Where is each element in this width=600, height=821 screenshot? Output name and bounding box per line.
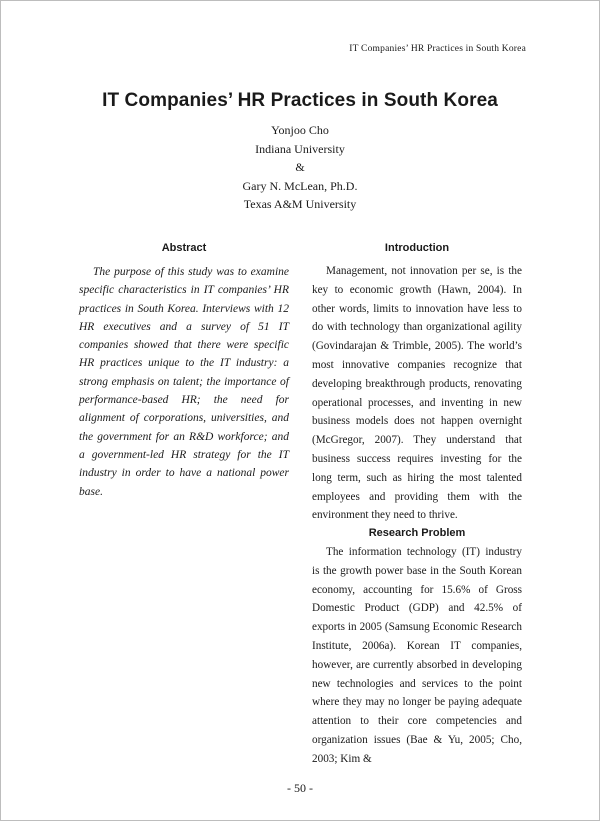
- research-problem-text: The information technology (IT) industry is the growth power base in the South Korean economy, accounting for 15.6% of Gross Domestic Product (GDP) and 42.5% of exports in 2005 (Samsung Economic Research Institute, 2006a). Korean IT companies, however, are currently absorbed in developing new technologies and services to the point where they may no longer be paying adequate attention to their core competencies and organization issues (Bae & Yu, 2005; Cho, 2003; Kim &: [312, 546, 522, 765]
- introduction-text: Management, not innovation per se, is the key to economic growth (Hawn, 2004). In other words, limits to innovation have less to do with technology than organizational agility (Govindarajan & Trimble, 2005). The world’s most innovative companies recognize that developing breakthrough products, renovating operational processes, and inventing in new business models does not happen overnight (McGregor, 2007). They understand that business success requires investing for the long term, such as hiring the most talented employees and providing them with the environment they need to thrive.: [312, 265, 522, 522]
- paper-title: IT Companies’ HR Practices in South Korea: [102, 90, 498, 111]
- author-affiliation-2: Texas A&M University: [243, 197, 357, 211]
- page-number: - 50 -: [287, 781, 313, 795]
- author-name-2: Gary N. McLean, Ph.D.: [242, 178, 358, 193]
- author-block: [0, 121, 600, 214]
- author-conjunction: &: [295, 160, 305, 174]
- abstract-heading: Abstract: [161, 242, 207, 254]
- author-affiliation-1: Indiana University: [255, 141, 345, 156]
- author-name-1: Yonjoo Cho: [271, 123, 329, 137]
- abstract-text: The purpose of this study was to examine specific characteristics in IT companies’ HR practices in South Korea. Interviews with 12 HR executives and a survey of 51 IT companies showed that there were specific HR practices unique to the IT industry: a strong emphasis on talent; the importance of performance-based HR; the need for alignment of corporations, universities, and the government for an R&D workforce; and a government-led HR strategy for the IT industry in order to have a national power base.: [79, 266, 289, 498]
- introduction-heading: Introduction: [384, 242, 450, 254]
- introduction-column: [312, 241, 522, 525]
- research-problem-heading: Research Problem: [368, 527, 466, 539]
- running-head: IT Companies’ HR Practices in South Korea: [349, 44, 526, 54]
- abstract-column: [79, 241, 289, 501]
